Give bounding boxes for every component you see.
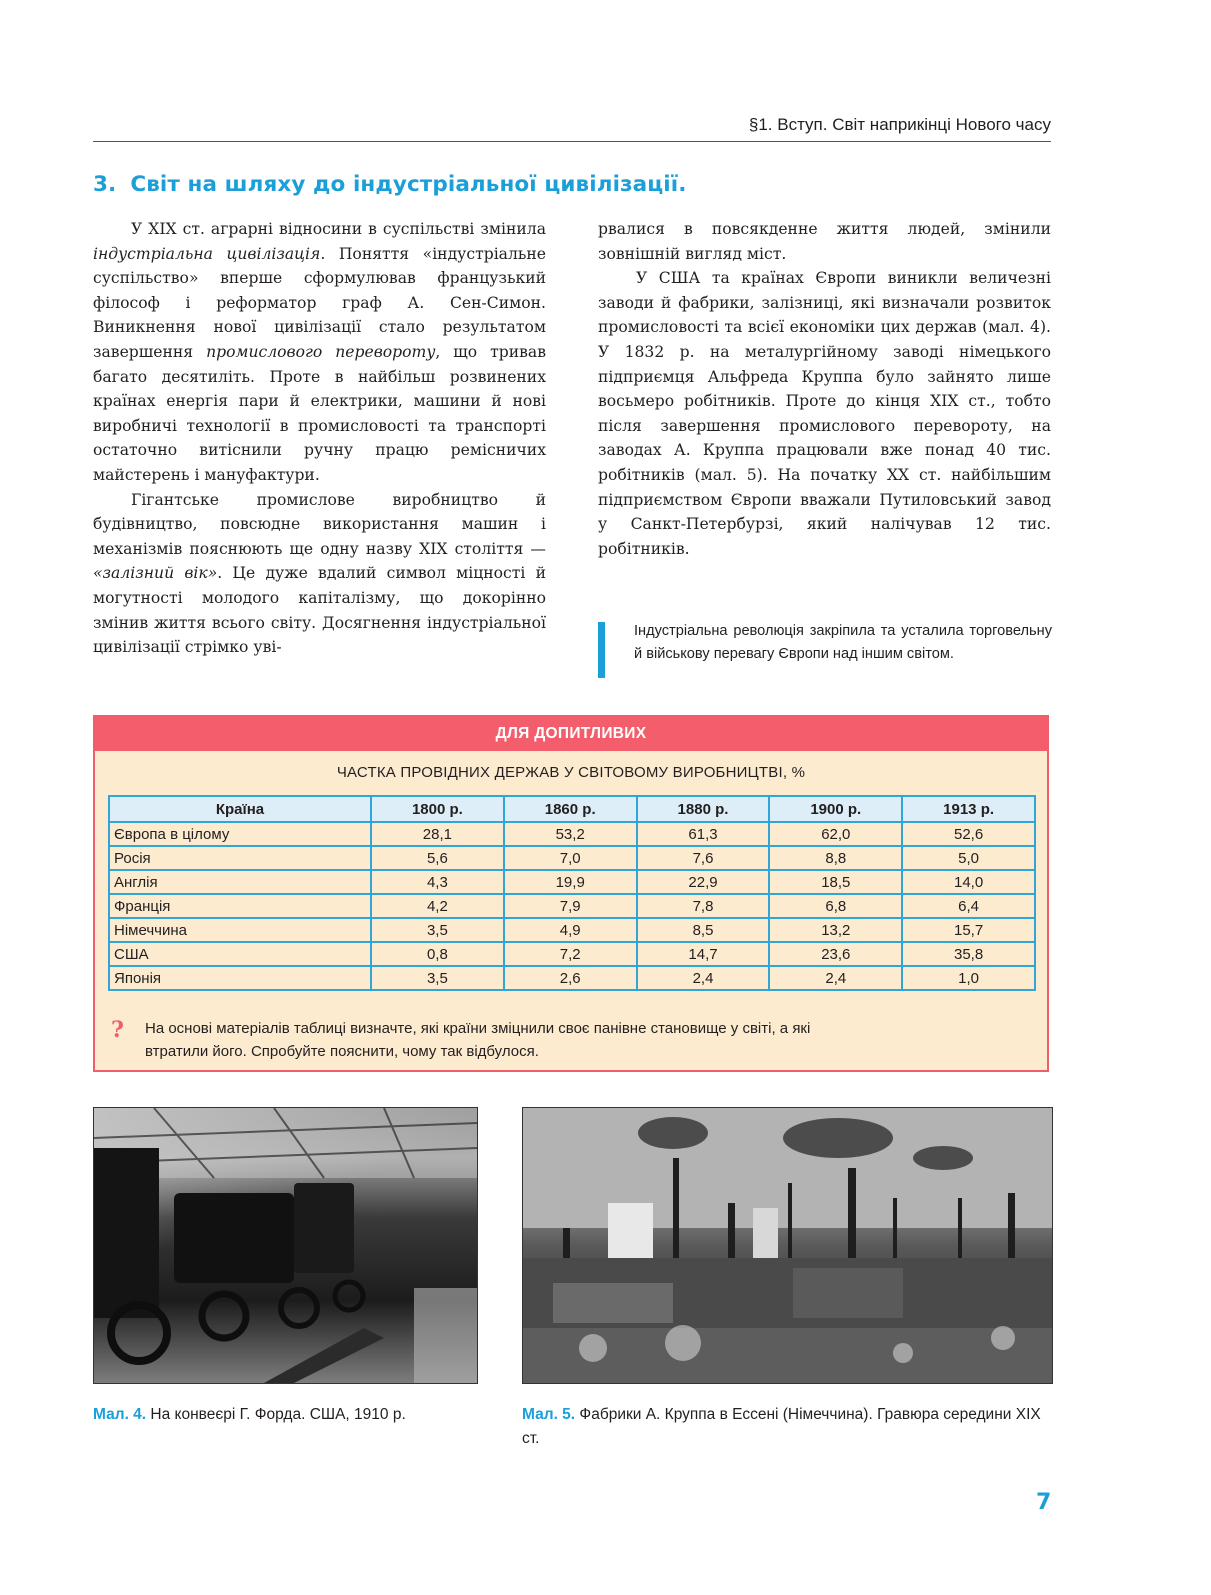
text: Гігантське промислове виробництво й будівництво, повсюдне використання машин і механізмів пояснюють ще одну назву XIX століття —: [93, 490, 546, 558]
column-header: 1860 р.: [504, 796, 637, 822]
engraving-image: [523, 1108, 1052, 1383]
value-cell: 62,0: [769, 822, 902, 846]
value-cell: 5,6: [371, 846, 504, 870]
table-row: [109, 894, 1035, 918]
running-head: §1. Вступ. Світ наприкінці Нового часу: [93, 115, 1051, 142]
text: . Поняття «індустріальне суспільство» вперше сформулював французький філософ і реформатор граф А. Сен-Симон. Виникнення нової цивілізації стало результатом завершення: [93, 244, 546, 361]
value-cell: 3,5: [371, 966, 504, 990]
paragraph: [93, 217, 546, 488]
value-cell: 28,1: [371, 822, 504, 846]
emphasis-term: індустріальна цивілізація: [93, 244, 321, 263]
column-header: Країна: [109, 796, 371, 822]
table-row: [109, 942, 1035, 966]
value-cell: 7,0: [504, 846, 637, 870]
country-cell: Японія: [109, 966, 371, 990]
emphasis-term: промислового перевороту: [206, 342, 436, 361]
value-cell: 6,4: [902, 894, 1035, 918]
photo-image: [94, 1108, 477, 1383]
figure-4-caption: [93, 1403, 473, 1427]
column-header: 1913 р.: [902, 796, 1035, 822]
paragraph: рвалися в повсякденне життя людей, змінили зовнішній вигляд міст.: [598, 220, 1051, 263]
section-title: [93, 172, 686, 197]
table-row: [109, 966, 1035, 990]
figure-ford-assembly-line: [93, 1107, 478, 1384]
left-column: [93, 217, 546, 660]
table-row: [109, 846, 1035, 870]
value-cell: 2,4: [769, 966, 902, 990]
table-row: [109, 870, 1035, 894]
paragraph: [93, 488, 546, 660]
figure-label: Мал. 5.: [522, 1406, 576, 1423]
value-cell: 7,9: [504, 894, 637, 918]
value-cell: 4,3: [371, 870, 504, 894]
text: , що тривав багато десятиліть. Проте в найбільш розвинених країнах енергія пари й електрики, машини й нові виробничі технології в промисловості та транспорті остаточно витіснили ручну працю ремісничих майстерень і мануфактури.: [93, 342, 546, 484]
country-cell: Англія: [109, 870, 371, 894]
value-cell: 4,2: [371, 894, 504, 918]
country-cell: Франція: [109, 894, 371, 918]
value-cell: 35,8: [902, 942, 1035, 966]
country-cell: Німеччина: [109, 918, 371, 942]
emphasis-term: «залізний вік»: [93, 564, 218, 583]
value-cell: 14,0: [902, 870, 1035, 894]
country-cell: Європа в цілому: [109, 822, 371, 846]
column-header: 1880 р.: [637, 796, 770, 822]
value-cell: 8,8: [769, 846, 902, 870]
right-column: [598, 217, 1051, 561]
table-title: ЧАСТКА ПРОВІДНИХ ДЕРЖАВ У СВІТОВОМУ ВИРОБНИЦТВІ, %: [336, 764, 806, 781]
text: . Це дуже вдалий символ міцності й могутності молодого капіталізму, що докорінно змінив життя всього світу. Досягнення індустріальної цивілізації стрімко уві-: [93, 564, 546, 657]
figure-label: Мал. 4.: [93, 1406, 147, 1423]
paragraph: У США та країнах Європи виникли величезні заводи й фабрики, залізниці, які визначали розвиток промисловості та всієї економіки цих держав (мал. 4). У 1832 р. на металургійному заводі німецького підприємця Альфреда Круппа було зайнято лише восьмеро робітників. Проте до кінця XIX ст., тобто після завершення промислового перевороту, на заводах А. Круппа працювали вже понад 40 тис. робітників (мал. 5). На початку XX ст. найбільшим підприємством Європи вважали Путиловський завод у Санкт-Петербурзі, який налічував 12 тис. робітників.: [598, 269, 1051, 558]
section-number: 3.: [93, 172, 117, 197]
value-cell: 14,7: [637, 942, 770, 966]
value-cell: 0,8: [371, 942, 504, 966]
value-cell: 22,9: [637, 870, 770, 894]
value-cell: 7,8: [637, 894, 770, 918]
value-cell: 18,5: [769, 870, 902, 894]
value-cell: 15,7: [902, 918, 1035, 942]
value-cell: 61,3: [637, 822, 770, 846]
value-cell: 7,6: [637, 846, 770, 870]
value-cell: 6,8: [769, 894, 902, 918]
for-curious-box: [93, 715, 1049, 1072]
value-cell: 1,0: [902, 966, 1035, 990]
value-cell: 4,9: [504, 918, 637, 942]
value-cell: 7,2: [504, 942, 637, 966]
question-icon: ?: [111, 1017, 124, 1043]
column-header: 1900 р.: [769, 796, 902, 822]
value-cell: 23,6: [769, 942, 902, 966]
value-cell: 5,0: [902, 846, 1035, 870]
text: У XIX ст. аграрні відносини в суспільстві змінила: [131, 220, 546, 238]
question-text: На основі матеріалів таблиці визначте, які країни зміцнили своє панівне становище у світі, а які втратили його. Спробуйте пояснити, чому так відбулося.: [145, 1020, 811, 1060]
caption-text: На конвеєрі Г. Форда. США, 1910 р.: [146, 1406, 406, 1423]
table-row: [109, 822, 1035, 846]
value-cell: 2,4: [637, 966, 770, 990]
callout-text: Індустріальна революція закріпила та усталила торговельну й військову перевагу Європи над іншим світом.: [634, 623, 1052, 662]
table-row: [109, 918, 1035, 942]
value-cell: 3,5: [371, 918, 504, 942]
figure-5-caption: [522, 1403, 1042, 1451]
section-heading: Світ на шляху до індустріальної цивілізації.: [130, 172, 687, 197]
column-header: 1800 р.: [371, 796, 504, 822]
callout-note: [598, 620, 1051, 680]
page-number: 7: [1036, 1490, 1052, 1515]
country-cell: Росія: [109, 846, 371, 870]
value-cell: 53,2: [504, 822, 637, 846]
country-cell: США: [109, 942, 371, 966]
value-cell: 13,2: [769, 918, 902, 942]
value-cell: 19,9: [504, 870, 637, 894]
production-share-table: [108, 795, 1036, 991]
value-cell: 8,5: [637, 918, 770, 942]
callout-bar: [598, 622, 605, 678]
infobox-header: ДЛЯ ДОПИТЛИВИХ: [95, 717, 1047, 751]
value-cell: 52,6: [902, 822, 1035, 846]
caption-text: Фабрики А. Круппа в Ессені (Німеччина). Гравюра середини XIX ст.: [522, 1406, 1041, 1447]
value-cell: 2,6: [504, 966, 637, 990]
table-header-row: [109, 796, 1035, 822]
figure-krupp-factories: [522, 1107, 1053, 1384]
